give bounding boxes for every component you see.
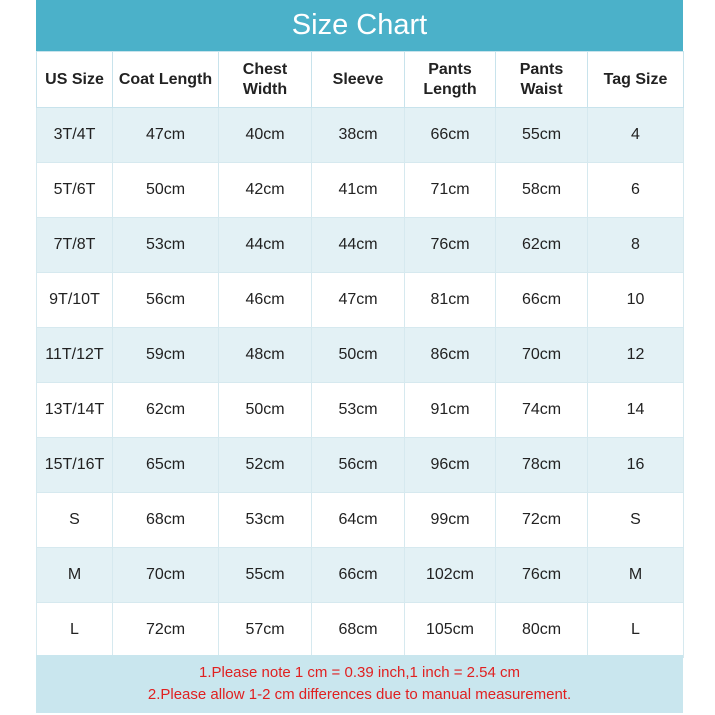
table-cell: 64cm bbox=[312, 493, 405, 548]
table-cell: 50cm bbox=[312, 328, 405, 383]
header-sleeve: Sleeve bbox=[312, 52, 405, 108]
table-row bbox=[37, 273, 684, 328]
table-cell: 99cm bbox=[405, 493, 496, 548]
table-cell: 102cm bbox=[405, 548, 496, 603]
table-cell: 76cm bbox=[496, 548, 588, 603]
header-pants-waist: Pants Waist bbox=[496, 52, 588, 108]
table-cell: M bbox=[37, 548, 113, 603]
table-cell: S bbox=[37, 493, 113, 548]
table-cell: 41cm bbox=[312, 163, 405, 218]
table-cell: 44cm bbox=[219, 218, 312, 273]
table-cell: 13T/14T bbox=[37, 383, 113, 438]
table-cell: 7T/8T bbox=[37, 218, 113, 273]
table-cell: 44cm bbox=[312, 218, 405, 273]
table-cell: 55cm bbox=[496, 108, 588, 163]
table-cell: S bbox=[588, 493, 684, 548]
table-cell: 5T/6T bbox=[37, 163, 113, 218]
table-cell: 50cm bbox=[219, 383, 312, 438]
header-coat-length: Coat Length bbox=[113, 52, 219, 108]
table-cell: 38cm bbox=[312, 108, 405, 163]
table-cell: 48cm bbox=[219, 328, 312, 383]
table-cell: 62cm bbox=[113, 383, 219, 438]
table-cell: 72cm bbox=[496, 493, 588, 548]
table-cell: 53cm bbox=[113, 218, 219, 273]
header-pants-length: Pants Length bbox=[405, 52, 496, 108]
table-cell: 105cm bbox=[405, 603, 496, 658]
header-chest-width: Chest Width bbox=[219, 52, 312, 108]
notes-panel bbox=[36, 655, 683, 713]
table-cell: 52cm bbox=[219, 438, 312, 493]
table-row bbox=[37, 383, 684, 438]
table-cell: 65cm bbox=[113, 438, 219, 493]
table-cell: 47cm bbox=[312, 273, 405, 328]
table-row bbox=[37, 548, 684, 603]
table-cell: 76cm bbox=[405, 218, 496, 273]
table-row bbox=[37, 163, 684, 218]
header-tag-size: Tag Size bbox=[588, 52, 684, 108]
header-us-size: US Size bbox=[37, 52, 113, 108]
table-cell: 11T/12T bbox=[37, 328, 113, 383]
table-cell: 10 bbox=[588, 273, 684, 328]
table-row bbox=[37, 493, 684, 548]
table-cell: 80cm bbox=[496, 603, 588, 658]
table-cell: 42cm bbox=[219, 163, 312, 218]
table-cell: 70cm bbox=[113, 548, 219, 603]
table-cell: M bbox=[588, 548, 684, 603]
table-cell: 66cm bbox=[312, 548, 405, 603]
table-cell: 47cm bbox=[113, 108, 219, 163]
table-cell: 56cm bbox=[113, 273, 219, 328]
table-cell: 40cm bbox=[219, 108, 312, 163]
table-cell: 4 bbox=[588, 108, 684, 163]
table-row bbox=[37, 603, 684, 658]
size-table bbox=[36, 51, 684, 658]
table-cell: 50cm bbox=[113, 163, 219, 218]
table-row bbox=[37, 438, 684, 493]
table-row bbox=[37, 328, 684, 383]
table-cell: 70cm bbox=[496, 328, 588, 383]
table-row bbox=[37, 108, 684, 163]
note-measurement-tolerance: 2.Please allow 1-2 cm differences due to manual measurement. bbox=[147, 686, 572, 703]
note-conversion: 1.Please note 1 cm = 0.39 inch,1 inch = 2.54 cm bbox=[198, 664, 521, 681]
table-cell: L bbox=[588, 603, 684, 658]
table-cell: 66cm bbox=[405, 108, 496, 163]
table-cell: 86cm bbox=[405, 328, 496, 383]
table-cell: 46cm bbox=[219, 273, 312, 328]
table-row bbox=[37, 218, 684, 273]
table-cell: 57cm bbox=[219, 603, 312, 658]
table-cell: 59cm bbox=[113, 328, 219, 383]
table-cell: 58cm bbox=[496, 163, 588, 218]
header-row bbox=[37, 52, 684, 108]
table-cell: 96cm bbox=[405, 438, 496, 493]
table-cell: 6 bbox=[588, 163, 684, 218]
table-cell: 9T/10T bbox=[37, 273, 113, 328]
table-cell: 68cm bbox=[312, 603, 405, 658]
chart-title: Size Chart bbox=[36, 0, 683, 51]
table-cell: 53cm bbox=[312, 383, 405, 438]
table-cell: 62cm bbox=[496, 218, 588, 273]
table-cell: 78cm bbox=[496, 438, 588, 493]
table-cell: 53cm bbox=[219, 493, 312, 548]
table-cell: 74cm bbox=[496, 383, 588, 438]
table-cell: L bbox=[37, 603, 113, 658]
table-cell: 55cm bbox=[219, 548, 312, 603]
table-cell: 16 bbox=[588, 438, 684, 493]
table-cell: 91cm bbox=[405, 383, 496, 438]
table-cell: 81cm bbox=[405, 273, 496, 328]
table-cell: 15T/16T bbox=[37, 438, 113, 493]
table-cell: 68cm bbox=[113, 493, 219, 548]
table-cell: 14 bbox=[588, 383, 684, 438]
table-cell: 56cm bbox=[312, 438, 405, 493]
table-cell: 71cm bbox=[405, 163, 496, 218]
table-cell: 72cm bbox=[113, 603, 219, 658]
table-cell: 12 bbox=[588, 328, 684, 383]
table-cell: 3T/4T bbox=[37, 108, 113, 163]
table-cell: 66cm bbox=[496, 273, 588, 328]
table-cell: 8 bbox=[588, 218, 684, 273]
size-chart bbox=[36, 0, 683, 713]
